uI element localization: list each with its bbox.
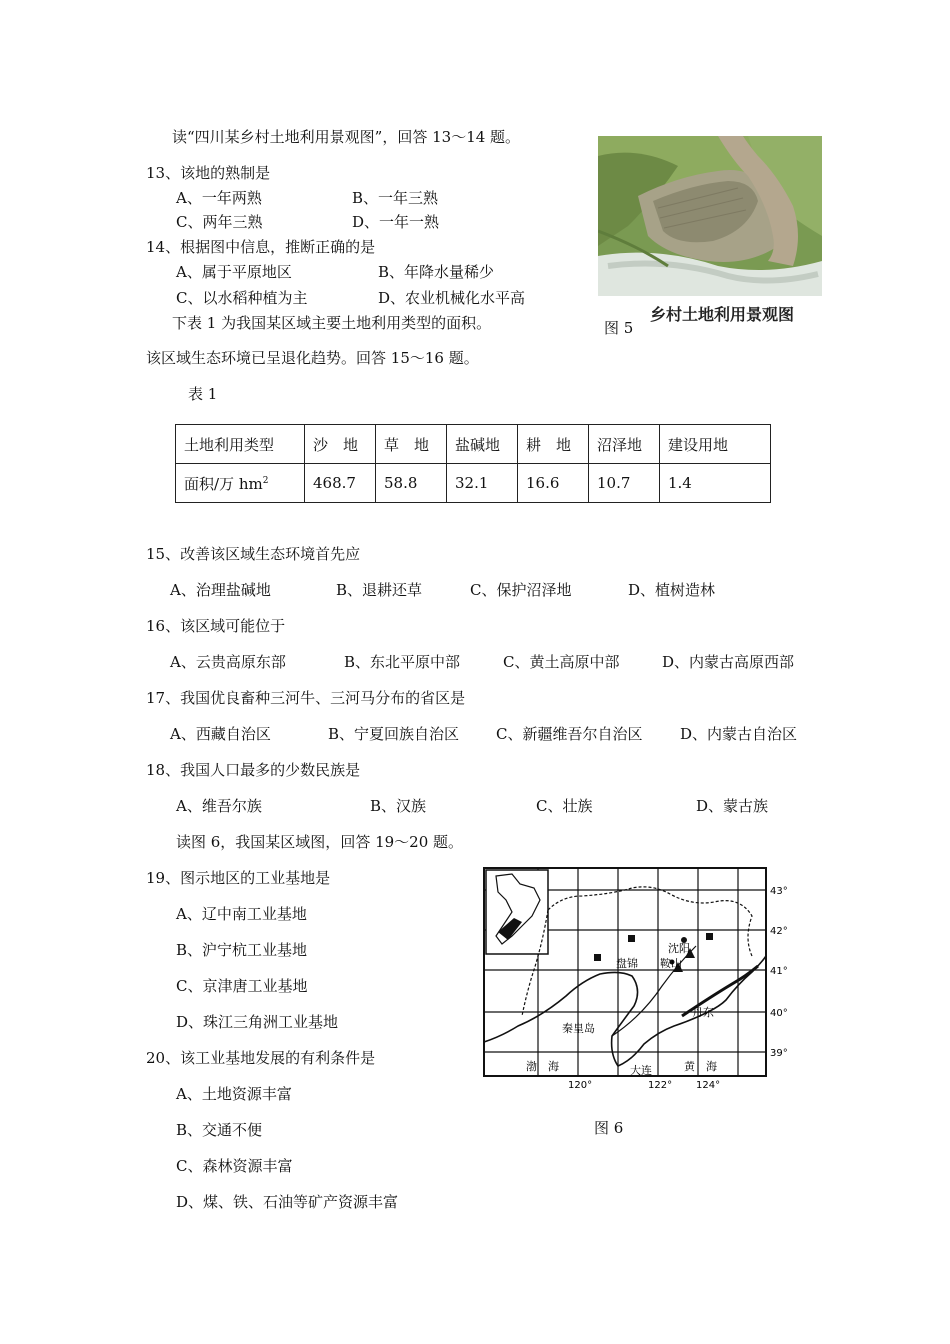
q19-option-a: A、辽中南工业基地 xyxy=(176,905,307,923)
q20-option-a: A、土地资源丰富 xyxy=(176,1085,292,1103)
table-header-row xyxy=(176,425,771,464)
q17-option-a: A、西藏自治区 xyxy=(170,725,271,743)
label-dalian: 大连 xyxy=(630,1064,652,1077)
table-cell: 16.6 xyxy=(518,464,589,503)
row-label-text: 面积/万 hm xyxy=(184,474,263,493)
q14-option-b: B、年降水量稀少 xyxy=(378,263,495,281)
table-cell: 10.7 xyxy=(589,464,660,503)
q16-option-b: B、东北平原中部 xyxy=(344,653,461,671)
table-header-cell: 耕 地 xyxy=(518,425,589,464)
lat-label: 42° xyxy=(770,926,788,937)
q15-option-b: B、退耕还草 xyxy=(336,581,423,599)
figure-6-label: 图 6 xyxy=(594,1119,624,1137)
q19-option-b: B、沪宁杭工业基地 xyxy=(176,941,308,959)
q17-stem: 17、我国优良畜种三河牛、三河马分布的省区是 xyxy=(146,689,466,707)
q14-option-d: D、农业机械化水平高 xyxy=(378,289,526,307)
q13-option-d: D、一年一熟 xyxy=(352,213,440,231)
q20-option-b: B、交通不便 xyxy=(176,1121,263,1139)
q18-option-c: C、壮族 xyxy=(536,797,593,815)
q18-option-d: D、蒙古族 xyxy=(696,797,769,815)
table-header-cell: 沙 地 xyxy=(305,425,376,464)
lat-label: 43° xyxy=(770,886,788,897)
q13-option-c: C、两年三熟 xyxy=(176,213,263,231)
q14-option-c: C、以水稻种植为主 xyxy=(176,289,308,307)
q16-option-d: D、内蒙古高原西部 xyxy=(662,653,795,671)
label-anshan: 鞍山 xyxy=(660,957,682,970)
lon-label: 120° xyxy=(568,1080,593,1090)
label-dandong: 丹东 xyxy=(692,1006,714,1019)
q15-option-c: C、保护沼泽地 xyxy=(470,581,572,599)
terraced-fields-image xyxy=(598,136,822,296)
q20-option-c: C、森林资源丰富 xyxy=(176,1157,293,1175)
q14-stem: 14、根据图中信息，推断正确的是 xyxy=(146,238,376,256)
q15-option-d: D、植树造林 xyxy=(628,581,716,599)
q13-stem: 13、该地的熟制是 xyxy=(146,164,271,182)
row-label-superscript: 2 xyxy=(262,475,269,486)
city-marker xyxy=(594,954,601,961)
q20-stem: 20、该工业基地发展的有利条件是 xyxy=(146,1049,376,1067)
q15-stem: 15、改善该区域生态环境首先应 xyxy=(146,545,361,563)
q16-option-a: A、云贵高原东部 xyxy=(170,653,286,671)
intro-13-14: 读“四川某乡村土地利用景观图”，回答 13～14 题。 xyxy=(172,128,521,146)
intro-15-16-line2: 该区域生态环境已呈退化趋势。回答 15～16 题。 xyxy=(146,349,479,367)
q17-option-b: B、宁夏回族自治区 xyxy=(328,725,460,743)
lat-label: 41° xyxy=(770,966,788,977)
land-use-table xyxy=(175,424,771,503)
table-header-cell: 建设用地 xyxy=(660,425,771,464)
q19-option-c: C、京津唐工业基地 xyxy=(176,977,308,995)
city-marker xyxy=(628,935,635,942)
lat-label: 40° xyxy=(770,1008,788,1019)
q18-option-a: A、维吾尔族 xyxy=(176,797,262,815)
lon-label: 122° xyxy=(648,1080,673,1090)
city-marker xyxy=(706,933,713,940)
q18-option-b: B、汉族 xyxy=(370,797,427,815)
lon-label: 124° xyxy=(696,1080,721,1090)
q13-option-a: A、一年两熟 xyxy=(176,189,262,207)
figure-5-label: 图 5 xyxy=(604,319,634,337)
table-header-cell: 沼泽地 xyxy=(589,425,660,464)
rural-landscape-photo xyxy=(598,136,822,296)
q19-stem: 19、图示地区的工业基地是 xyxy=(146,869,331,887)
label-qinhuangdao: 秦皇岛 xyxy=(562,1022,595,1035)
map-svg xyxy=(482,866,802,1090)
table-row xyxy=(176,464,771,503)
q17-option-c: C、新疆维吾尔自治区 xyxy=(496,725,643,743)
table-header-cell: 草 地 xyxy=(376,425,447,464)
q20-option-d: D、煤、铁、石油等矿产资源丰富 xyxy=(176,1193,399,1211)
q18-stem: 18、我国人口最多的少数民族是 xyxy=(146,761,361,779)
q17-option-d: D、内蒙古自治区 xyxy=(680,725,798,743)
label-panjin: 盘锦 xyxy=(616,957,638,970)
q19-option-d: D、珠江三角洲工业基地 xyxy=(176,1013,339,1031)
label-huanghai: 黄 海 xyxy=(684,1060,717,1073)
table-cell: 1.4 xyxy=(660,464,771,503)
label-shenyang: 沈阳 xyxy=(668,942,690,955)
intro-19-20: 读图 6，我国某区域图，回答 19～20 题。 xyxy=(176,833,464,851)
table-header-cell: 盐碱地 xyxy=(447,425,518,464)
figure-5-caption: 乡村土地利用景观图 xyxy=(650,305,795,324)
q16-stem: 16、该区域可能位于 xyxy=(146,617,286,635)
intro-15-16-line1: 下表 1 为我国某区域主要土地利用类型的面积。 xyxy=(172,314,492,332)
q15-option-a: A、治理盐碱地 xyxy=(170,581,271,599)
table-header-cell: 土地利用类型 xyxy=(176,425,305,464)
table-cell: 32.1 xyxy=(447,464,518,503)
table-cell: 468.7 xyxy=(305,464,376,503)
table-cell: 58.8 xyxy=(376,464,447,503)
liaoning-region-map xyxy=(482,866,802,1094)
table-1-title: 表 1 xyxy=(188,385,218,403)
q13-option-b: B、一年三熟 xyxy=(352,189,439,207)
label-bohai: 渤 海 xyxy=(526,1060,559,1073)
table-row-label xyxy=(176,464,305,503)
q14-option-a: A、属于平原地区 xyxy=(176,263,292,281)
q16-option-c: C、黄土高原中部 xyxy=(503,653,620,671)
lat-label: 39° xyxy=(770,1048,788,1059)
